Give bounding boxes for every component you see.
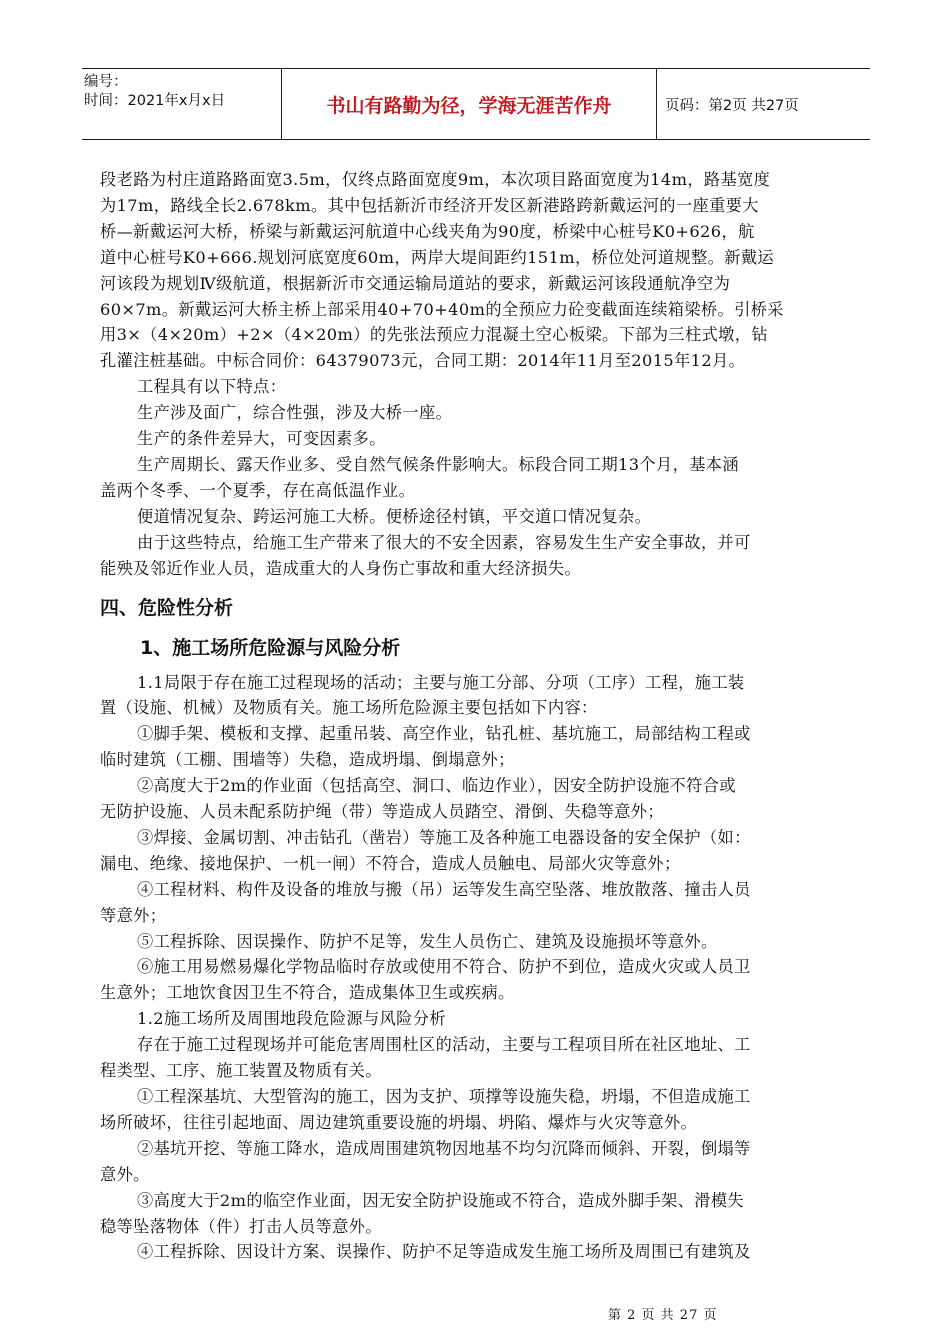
document-time-label: 时间：2021年x月x日 — [84, 93, 226, 109]
text-line: 程类型、工序、施工装置及物质有关。 — [100, 1061, 382, 1081]
text-line: ②基坑开挖、等施工降水，造成周围建筑物因地基不均匀沉降而倾斜、开裂，倒塌等 — [137, 1138, 751, 1158]
header-motto: 书山有路勤为径，学海无涯苦作舟 — [282, 69, 657, 139]
text-line: ③焊接、金属切割、冲击钻孔（凿岩）等施工及各种施工电器设备的安全保护（如： — [137, 827, 751, 847]
page-footer: 第 2 页 共 27 页 — [608, 1308, 718, 1323]
text-line: 孔灌注桩基础。中标合同价：64379073元，合同工期：2014年11月至2015年12月。 — [100, 351, 746, 371]
text-line: 1.1局限于存在施工过程现场的活动；主要与施工分部、分项（工序）工程，施工装 — [137, 672, 745, 692]
subsection-heading: 1、施工场所危险源与风险分析 — [140, 636, 401, 659]
text-line: 道中心桩号K0+666.规划河底宽度60m，两岸大堤间距约151m，桥位处河道规整。新戴运 — [100, 247, 775, 267]
document-number-label: 编号： — [84, 74, 128, 90]
text-line: 置（设施、机械）及物质有关。施工场所危险源主要包括如下内容： — [100, 698, 598, 718]
text-line: 生产的条件差异大，可变因素多。 — [137, 429, 386, 449]
text-line: ⑥施工用易燃易爆化学物品临时存放或使用不符合、防护不到位，造成火灾或人员卫 — [137, 957, 751, 977]
text-line: 生产涉及面广，综合性强，涉及大桥一座。 — [137, 403, 453, 423]
text-line: 稳等坠落物体（件）打击人员等意外。 — [100, 1216, 382, 1236]
text-line: 河该段为规划Ⅳ级航道，根据新沂市交通运输局道站的要求，新戴运河该段通航净空为 — [100, 273, 731, 293]
text-line: 存在于施工过程现场并可能危害周围杜区的活动，主要与工程项目所在社区地址、工 — [137, 1035, 751, 1055]
paragraph — [100, 167, 852, 374]
text-line: 桥—新戴运河大桥，桥梁与新戴运河航道中心线夹角为90度，桥梁中心桩号K0+626，航 — [100, 221, 755, 241]
text-line: ④工程拆除、因设计方案、误操作、防护不足等造成发生施工场所及周围已有建筑及 — [137, 1242, 751, 1262]
text-line: 意外。 — [100, 1164, 150, 1184]
text-line: 无防护设施、人员未配系防护绳（带）等造成人员踏空、滑倒、失稳等意外； — [100, 802, 664, 822]
text-line: 生意外；工地饮食因卫生不符合，造成集体卫生或疾病。 — [100, 983, 515, 1003]
text-line: 等意外； — [100, 905, 167, 925]
text-line: 漏电、绝缘、接地保护、一机一闸）不符合，造成人员触电、局部火灾等意外； — [100, 853, 681, 873]
text-line: 工程具有以下特点： — [137, 377, 287, 397]
header-page-label: 页码：第2页 共27页 — [665, 97, 799, 114]
text-line: ②高度大于2m的作业面（包括高空、洞口、临边作业），因安全防护设施不符合或 — [137, 776, 736, 796]
text-line: 能殃及邻近作业人员，造成重大的人身伤亡事故和重大经济损失。 — [100, 558, 582, 578]
text-line: ④工程材料、构件及设备的堆放与搬（吊）运等发生高空坠落、堆放散落、撞击人员 — [137, 879, 751, 899]
text-line: 场所破坏，往往引起地面、周边建筑重要设施的坍塌、坍陷、爆炸与火灾等意外。 — [100, 1112, 698, 1132]
page-header — [82, 68, 870, 140]
text-line: 便道情况复杂、跨运河施工大桥。便桥途径村镇，平交道口情况复杂。 — [137, 506, 652, 526]
text-line: 1.2施工场所及周围地段危险源与风险分析 — [137, 1009, 446, 1029]
text-line: 60×7m。新戴运河大桥主桥上部采用40+70+40m的全预应力砼变截面连续箱梁桥。引桥采 — [100, 299, 784, 319]
section-heading: 四、危险性分析 — [100, 596, 234, 619]
text-line: 由于这些特点，给施工生产带来了很大的不安全因素，容易发生生产安全事故，并可 — [137, 532, 751, 552]
text-line: ⑤工程拆除、因误操作、防护不足等，发生人员伤亡、建筑及设施损坏等意外。 — [137, 931, 718, 951]
text-line: ③高度大于2m的临空作业面，因无安全防护设施或不符合，造成外脚手架、滑模失 — [137, 1190, 745, 1210]
text-line: 用3×（4×20m）+2×（4×20m）的先张法预应力混凝土空心板梁。下部为三柱式墩，钻 — [100, 325, 768, 345]
text-line: 段老路为村庄道路路面宽3.5m，仅终点路面宽度9m，本次项目路面宽度为14m，路基宽度 — [100, 170, 771, 189]
text-line: 生产周期长、露天作业多、受自然气候条件影响大。标段合同工期13个月，基本涵 — [137, 454, 739, 474]
header-meta — [82, 69, 282, 139]
text-line: 临时建筑（工棚、围墙等）失稳，造成坍塌、倒塌意外； — [100, 750, 515, 770]
text-line: ①脚手架、模板和支撑、起重吊装、高空作业，钻孔桩、基坑施工，局部结构工程或 — [137, 724, 751, 744]
text-line: 盖两个冬季、一个夏季，存在高低温作业。 — [100, 480, 416, 500]
text-line: 为17m，路线全长2.678km。其中包括新沂市经济开发区新港路跨新戴运河的一座重要大 — [100, 195, 759, 215]
text-line: ①工程深基坑、大型管沟的施工，因为支护、项撑等设施失稳，坍塌，不但造成施工 — [137, 1087, 751, 1106]
document-body — [100, 167, 852, 1265]
